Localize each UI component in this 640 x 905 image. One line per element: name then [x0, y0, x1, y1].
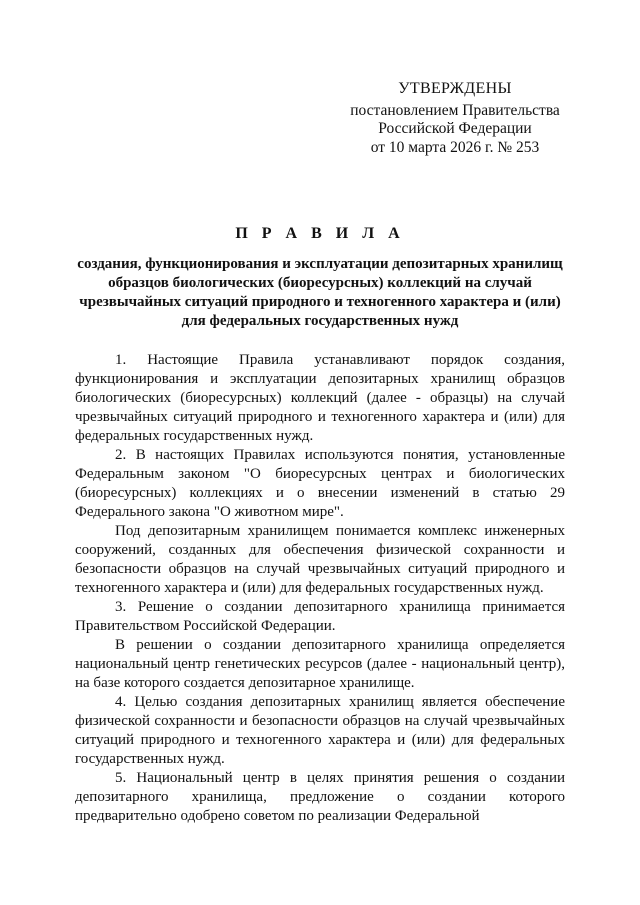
paragraph-3: Под депозитарным хранилищем понимается комплекс инженерных сооружений, созданных для обеспечения физической сохранности и безопасности образцов на случай чрезвычайных ситуаций природного и техногенного характера и (или) для федеральных государственных нужд.: [75, 523, 565, 596]
approval-line-2: Российской Федерации: [378, 120, 532, 137]
paragraph-4: 3. Решение о создании депозитарного хранилища принимается Правительством Российской Федерации.: [75, 599, 565, 634]
document-body: [75, 351, 565, 826]
paragraph-5: В решении о создании депозитарного хранилища определяется национальный центр генетических ресурсов (далее - национальный центр), на базе которого создается депозитарное хранилище.: [75, 637, 565, 691]
paragraph-6: 4. Целью создания депозитарных хранилищ является обеспечение физической сохранности и безопасности образцов на случай чрезвычайных ситуаций природного и техногенного характера и (или) для федеральных государственных нужд.: [75, 694, 565, 767]
approval-stamp: [330, 80, 580, 157]
document-subtitle: создания, функционирования и эксплуатации депозитарных хранилищ образцов биологических (биоресурсных) коллекций на случай чрезвычайных ситуаций природного и техногенного характера и (или) для федеральных государственных нужд: [77, 256, 563, 329]
document-title: П Р А В И Л А: [235, 225, 405, 242]
approval-heading: УТВЕРЖДЕНЫ: [398, 80, 512, 97]
approval-line-1: постановлением Правительства: [350, 101, 560, 119]
paragraph-2: 2. В настоящих Правилах используются понятия, установленные Федеральным законом "О биоресурсных центрах и биологических (биоресурсных) коллекциях и о внесении изменений в статью 29 Федерального закона "О животном мире".: [75, 447, 565, 520]
paragraph-7: 5. Национальный центр в целях принятия решения о создании депозитарного хранилища, предложение о создании которого предварительно одобрено советом по реализации Федеральной: [75, 770, 565, 824]
document-title-block: [70, 225, 570, 331]
paragraph-1: 1. Настоящие Правила устанавливают порядок создания, функционирования и эксплуатации депозитарных хранилищ образцов биологических (биоресурсных) коллекций (далее - образцы) на случай чрезвычайных ситуаций природного и техногенного характера и (или) для федеральных государственных нужд.: [75, 352, 565, 444]
approval-line-3: от 10 марта 2026 г. № 253: [370, 138, 540, 156]
